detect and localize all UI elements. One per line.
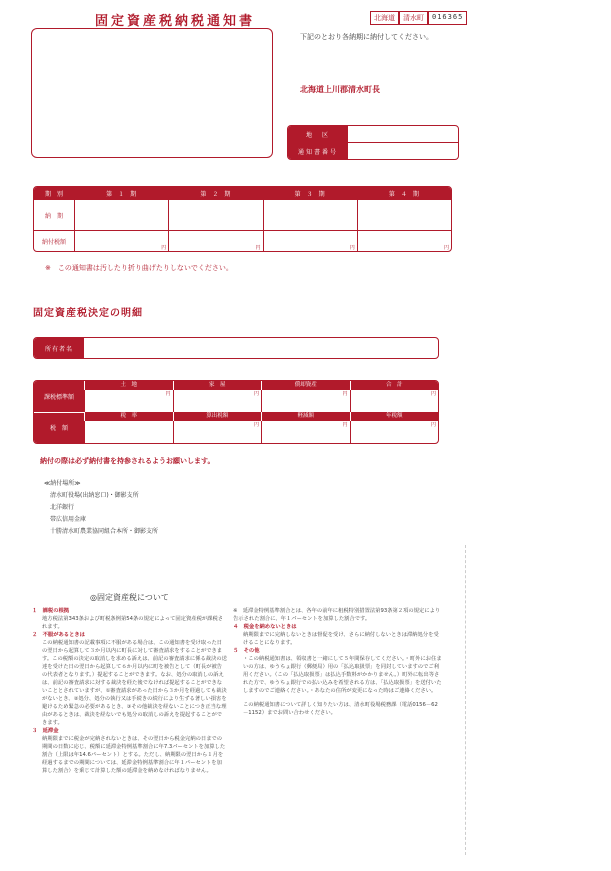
owner-label: 所有者名 — [34, 338, 84, 358]
col-annual: 年税額 — [350, 412, 439, 421]
about-right-column — [233, 607, 443, 717]
issuer-mayor: 北海道上川郡清水町長 — [300, 85, 380, 94]
notice-number: 016365 — [428, 11, 467, 25]
address-window — [31, 28, 273, 158]
base-cell: 円 — [261, 390, 350, 412]
tax-cell: 円 — [350, 421, 439, 443]
section-heading: ２ 不服があるときは — [32, 632, 85, 638]
about-title: ◎固定資産税について — [90, 593, 169, 602]
notice-no-label: 通知書番号 — [288, 143, 348, 159]
section-text: ※ 延滞金特例基準割合とは、各年の前年に租税特別措置法第93条第２項の規定により告示された割合に、年１パーセントを加算した割合です。 — [233, 608, 441, 622]
tax-cell: 円 — [173, 421, 262, 443]
notice-number-box — [370, 11, 467, 25]
amount-cell: 円 — [169, 231, 263, 251]
section-text: 地方税法第343条および町税条例第54条の規定によって固定資産税が課税されます。 — [42, 616, 224, 630]
payment-places — [44, 478, 159, 538]
amount-cell: 円 — [264, 231, 358, 251]
detail-title: 固定資産税決定の明細 — [33, 308, 143, 319]
contact-text: この納税通知書について詳しく知りたい方は、清水町役場税務課（電話0156－62－1152）までお問い合わせください。 — [243, 702, 438, 716]
due-date-cell — [264, 200, 358, 230]
place-item: 清水町役場(出納窓口)・御影支所 — [50, 492, 139, 499]
col-depreciable: 償却資産 — [261, 381, 350, 390]
due-date-label: 納 期 — [34, 200, 75, 230]
section-text: この納税通知書の記載事項に不服がある場合は、この通知書を受け取った日の翌日から起算して３か月以内に町長に対して審査請求をすることができます。この税額の決定の取消しを求める訴えは、前記の審査請求に係る裁決の送達を受けた日の翌日から起算して６か月以内に町を被告として（町長が被告の代表者となります。）提起することができます。なお、処分の取消しの訴えは、前記の審査請求に対する裁決を経た後でなければ提起することができないこととされていますが、①審査請求があった日から３か月を経過しても裁決がないとき、②処分、処分の執行又は手続きの続行により生ずる著しい損害を避けるため緊急の必要があるとき、③その他裁決を経ないことにつき正当な理由があるときは、裁決を経ないでも処分の取消しの訴えを提起することができます。 — [42, 640, 227, 726]
section-heading: ５ その他 — [233, 648, 260, 654]
owner-value — [84, 338, 438, 358]
due-date-cell — [358, 200, 451, 230]
town-label: 清水町 — [399, 11, 428, 25]
tax-cell — [84, 421, 173, 443]
period-1-header: 第 １ 期 — [106, 190, 137, 198]
base-cell: 円 — [84, 390, 173, 412]
district-value — [348, 126, 458, 142]
col-rate: 税 率 — [84, 412, 173, 421]
base-label: 課税標準額 — [34, 381, 84, 413]
pref-label: 北海道 — [370, 11, 399, 25]
tax-detail-table — [33, 380, 439, 444]
tax-cell: 円 — [261, 421, 350, 443]
base-cell: 円 — [173, 390, 262, 412]
section-heading: ３ 延滞金 — [32, 728, 59, 734]
section-heading: ４ 税金を納めないときは — [233, 624, 297, 630]
base-cell: 円 — [350, 390, 439, 412]
amount-cell: 円 — [75, 231, 169, 251]
due-date-cell — [169, 200, 263, 230]
period-3-header: 第 ３ 期 — [294, 190, 325, 198]
due-date-row — [34, 199, 451, 230]
payment-message: 下記のとおり各納期に納付してください。 — [300, 33, 433, 41]
place-item: 北洋銀行 — [50, 504, 75, 511]
tax-label: 税 額 — [49, 425, 68, 433]
notice-no-value — [348, 143, 458, 159]
handling-note: ※ この通知書は汚したり折り曲げたりしないでください。 — [45, 264, 233, 272]
col-total: 合 計 — [350, 381, 439, 390]
section-text: 納期限までに税金が完納されないときは、その翌日から税金完納の日までの期間の日数に応じ、税額に延滞金特例基準割合に年7.3パーセントを加算した割合（上限は年14.6パーセント）とする。ただし、納期限の翌日から１月を経過するまでの期間については、延滞金特例基準割合に年１パーセントを加算した割合）を乗じて計算した額の延滞金を納めなければなりません。 — [42, 736, 226, 774]
about-left-column — [32, 607, 227, 775]
period-header-label: 期 別 — [44, 190, 63, 198]
period-4-header: 第 ４ 期 — [388, 190, 419, 198]
fold-line — [465, 545, 467, 855]
section-text: ・この納税通知書は、領収書と一緒にして５年間保存してください。・町外にお住まいの方は、ゆうちょ銀行（郵便局）用の「払込取扱票」を同封していますのでご利用ください。（この「払込取扱票」は払込手数料がかかりません。）町外に転出等された方で、ゆうちょ銀行での払い込みを希望される方は、「払込取扱票」を送付いたしますのでご連絡ください。・あなたの住所が変更になった時はご連絡ください。 — [243, 656, 442, 694]
bring-notice: 納付の際は必ず納付書を持参されるようお願いします。 — [40, 457, 215, 465]
amount-row — [34, 230, 451, 251]
document-title: 固定資産税納税通知書 — [95, 14, 256, 29]
col-calculated: 算出税額 — [173, 412, 262, 421]
period-table — [33, 186, 452, 252]
amount-label: 納付税額 — [34, 231, 75, 251]
owner-box — [33, 337, 439, 359]
place-item: 十勝清水町農業協同組合本所・御影支所 — [50, 528, 159, 535]
section-heading: １ 課税の根拠 — [32, 608, 70, 614]
places-header: ≪納付場所≫ — [44, 480, 81, 487]
col-reduction: 軽減額 — [261, 412, 350, 421]
district-label: 地 区 — [288, 126, 348, 142]
meta-box — [287, 125, 459, 160]
section-text: 納期限までに完納しないときは督促を受け、さらに納付しないときは滞納処分を受けることになります。 — [243, 632, 439, 646]
col-house: 家 屋 — [173, 381, 262, 390]
amount-cell: 円 — [443, 245, 449, 251]
place-item: 帯広信用金庫 — [50, 516, 87, 523]
period-2-header: 第 ２ 期 — [200, 190, 231, 198]
due-date-cell — [75, 200, 169, 230]
col-land: 土 地 — [84, 381, 173, 390]
